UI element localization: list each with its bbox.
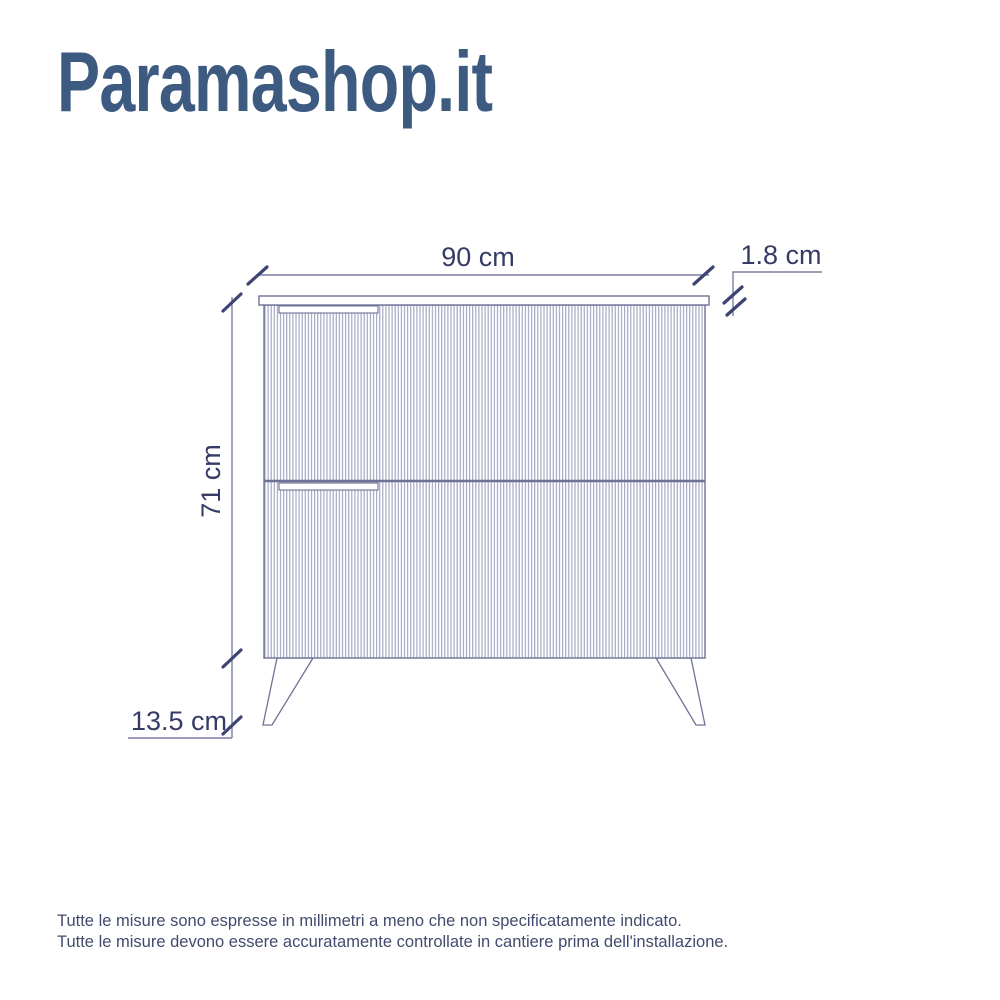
drawer-handle-groove-top xyxy=(279,306,378,313)
dim-height-label: 71 cm xyxy=(196,444,226,518)
dim-width-label: 90 cm xyxy=(441,242,515,272)
cabinet-leg-right xyxy=(656,658,705,725)
brand-logo: Paramashop.it xyxy=(57,35,493,130)
cabinet-top-panel xyxy=(259,296,709,305)
dim-top-thickness-leader xyxy=(733,272,822,316)
drawer-handle-groove-bottom xyxy=(279,483,378,490)
cabinet-leg-left xyxy=(263,658,313,725)
dim-top-thickness-tick-2 xyxy=(727,299,745,315)
footer-note-1: Tutte le misure sono espresse in millimetri a meno che non specificatamente indicato. xyxy=(57,912,682,930)
footer-note-2: Tutte le misure devono essere accuratamente controllate in cantiere prima dell'installazione. xyxy=(57,933,729,951)
dim-leg-height-label: 13.5 cm xyxy=(130,706,227,736)
dim-top-thickness-label: 1.8 cm xyxy=(740,240,822,270)
footer-notes xyxy=(57,911,728,953)
